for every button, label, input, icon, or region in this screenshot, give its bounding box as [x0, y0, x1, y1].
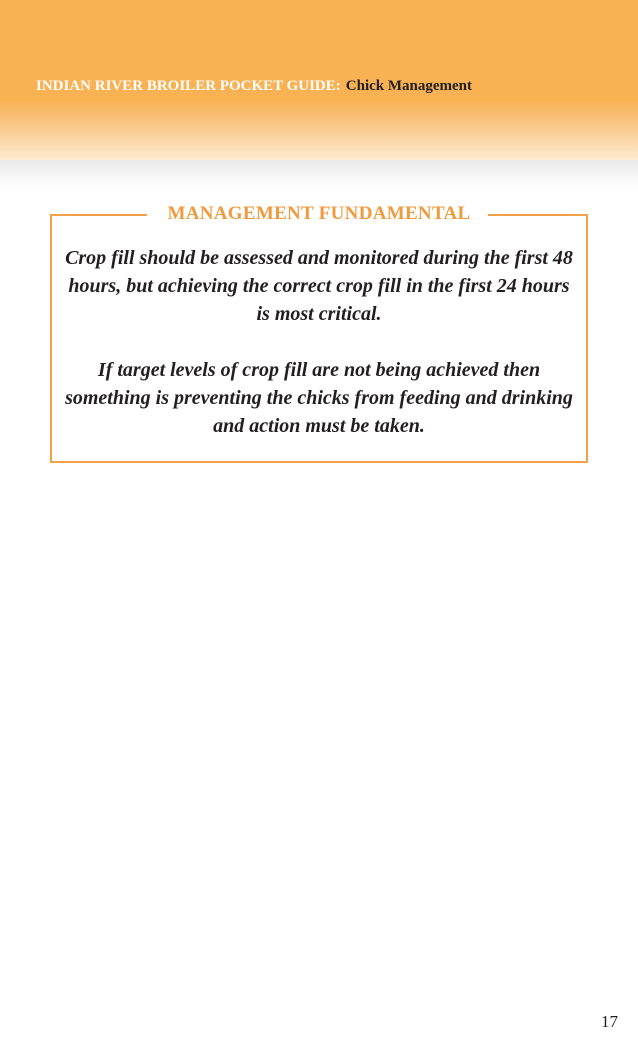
callout-heading: MANAGEMENT FUNDAMENTAL [167, 203, 471, 224]
page-number: 17 [601, 1012, 618, 1031]
callout-body [62, 244, 576, 440]
management-fundamental-callout [50, 203, 588, 463]
callout-paragraph: Crop fill should be assessed and monitored during the first 48 hours, but achieving the correct crop fill in the first 24 hours is most critical. [65, 247, 573, 325]
running-header [36, 76, 472, 96]
page-header-band [0, 0, 638, 160]
section-title: Chick Management [345, 78, 473, 94]
guide-title: INDIAN RIVER BROILER POCKET GUIDE: [36, 78, 341, 94]
header-shadow [0, 160, 638, 192]
callout-paragraph: If target levels of crop fill are not being achieved then something is preventing the chicks from feeding and drinking and action must be taken. [65, 359, 573, 437]
